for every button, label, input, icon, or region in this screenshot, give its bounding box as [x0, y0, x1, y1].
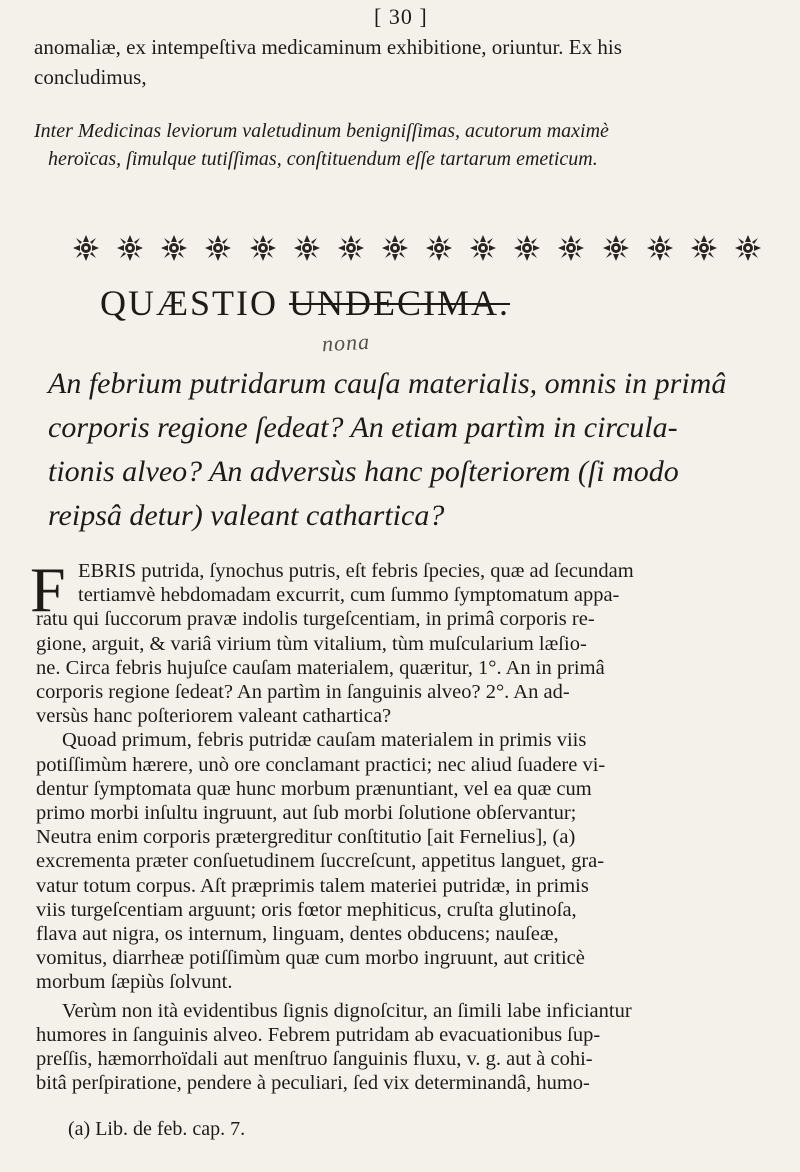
ornament-icon [337, 234, 365, 262]
page-number: [ 30 ] [374, 4, 428, 29]
ornament-icon [513, 234, 541, 262]
body-line: Verùm non ità evidentibus ſignis dignoſcitur, an ſimili labe inficiantur [62, 999, 632, 1022]
body-line: excrementa præter conſuetudinem ſuccreſcunt, appetitus languet, gra- [36, 850, 605, 873]
body-line: primo morbi inſultu ingruunt, aut ſub morbi ſolutione obſervantur; [36, 802, 577, 824]
question-line-3: tionis alveo? An adversùs hanc poſteriorem (ſi modo [48, 455, 679, 488]
question-line-2: corporis regione ſedeat? An etiam partìm in circula- [48, 411, 678, 444]
body-line: ne. Circa febris hujuſce cauſam materialem, quæritur, 1°. An in primâ [36, 656, 605, 679]
ornament-icon [72, 234, 100, 262]
body-line: potiſſimùm hærere, unò ore conclamant practici; nec aliud ſuadere vi- [36, 753, 606, 776]
ornament-band [72, 232, 762, 264]
body-line: corporis regione ſedeat? An partìm in ſanguinis alveo? 2°. An ad- [36, 681, 570, 703]
body-line: Neutra enim corporis prætergreditur conſtitutio [ait Fernelius], (a) [36, 826, 576, 849]
ornament-icon [249, 234, 277, 262]
drop-cap: F [30, 554, 66, 625]
body-line: EBRIS putrida, ſynochus putris, eſt febris ſpecies, quæ ad ſecundam [78, 560, 634, 582]
ornament-icon [469, 234, 497, 262]
body-line: Quoad primum, febris putridæ cauſam materialem in primis viis [62, 729, 587, 752]
body-line: bitâ perſpiratione, pendere à peculiari, ſed vix determinandâ, humo- [36, 1072, 590, 1095]
body-line: flava aut nigra, os internum, linguam, dentes obducens; nauſeæ, [36, 923, 559, 945]
ornament-icon [602, 234, 630, 262]
ornament-icon [204, 234, 232, 262]
ornament-icon [381, 234, 409, 262]
footnote: (a) Lib. de feb. cap. 7. [68, 1118, 246, 1140]
body-line: dentur ſymptomata quæ hunc morbum prænuntiant, vel ea quæ cum [36, 777, 592, 800]
body-line: vatur totum corpus. Aſt præprimis talem materiei putridæ, in primis [36, 874, 589, 897]
ornament-icon [690, 234, 718, 262]
body-line: vomitus, diarrheæ potiſſimùm quæ cum morbo ingruunt, aut criticè [36, 947, 585, 970]
question-line-1: An febrium putridarum cauſa materialis, omnis in primâ [48, 367, 727, 400]
body-line: humores in ſanguinis alveo. Febrem putridam ab evacuationibus ſup- [36, 1023, 601, 1046]
body-line: tertiamvè hebdomadam excurrit, cum ſummo ſymptomatum appa- [78, 584, 620, 607]
body-line: ratu qui ſuccorum pravæ indolis turgeſcentiam, in primâ corporis re- [36, 608, 595, 631]
ornament-icon [293, 234, 321, 262]
body-line: versùs hanc poſteriorem valeant cathartica? [36, 705, 392, 728]
ornament-icon [425, 234, 453, 262]
question-line-4: reipsâ detur) valeant cathartica? [48, 499, 445, 532]
ornament-icon [557, 234, 585, 262]
question-title-word: QUÆSTIO [100, 283, 279, 323]
ornament-icon [734, 234, 762, 262]
body-line: morbum ſæpiùs ſolvunt. [36, 971, 233, 994]
ornament-icon [116, 234, 144, 262]
ornament-icon [646, 234, 674, 262]
body-line: gione, arguit, & variâ virium tùm vitalium, tùm muſcularium læſio- [36, 632, 587, 655]
thesis-line-2: heroïcas, ſimulque tutiſſimas, conſtituendum eſſe tartarum emeticum. [48, 148, 598, 170]
thesis-line-1: Inter Medicinas leviorum valetudinum benigniſſimas, acutorum maximè [34, 120, 609, 142]
intro-line-1: anomaliæ, ex intempeſtiva medicaminum exhibitione, oriuntur. Ex his [34, 35, 622, 59]
intro-line-2: concludimus, [34, 65, 147, 89]
ornament-icon [160, 234, 188, 262]
question-title [100, 282, 510, 324]
body-line: preſſis, hæmorrhoïdali aut menſtruo ſanguinis fluxu, v. g. aut à cohi- [36, 1048, 593, 1070]
question-title-number: UNDECIMA. [289, 283, 511, 323]
body-line: viis turgeſcentiam arguunt; oris fœtor mephiticus, cruſta glutinoſa, [36, 898, 577, 921]
handwritten-annotation: nona [321, 328, 371, 357]
